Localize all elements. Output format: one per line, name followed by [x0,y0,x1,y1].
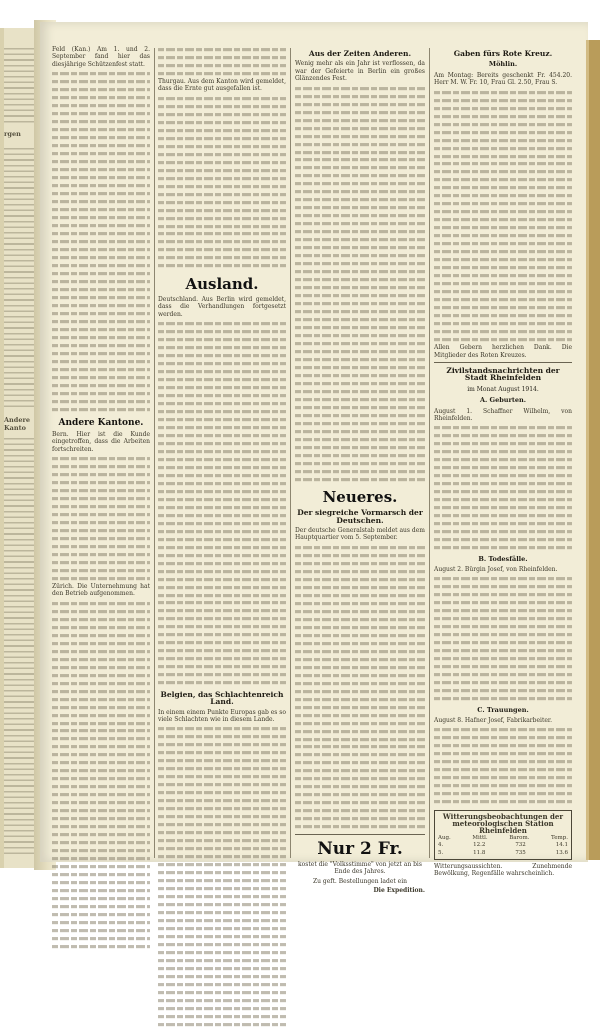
left-page-fragment: rgen [4,130,21,138]
col2-paragraph: Thurgau. Aus dem Kanton wird gemeldet, dass die Ernte gut ausgefallen ist. [158,77,286,93]
col4-heading-sub: im Monat August 1914. [467,385,539,393]
col4-heading: Zivilstandsnachrichten der Stadt Rheinfelden [446,365,560,383]
col1-heading: Andere Kantone. [58,417,144,428]
column-4 [434,46,572,880]
col4-subheading: B. Todesfälle. [478,554,528,563]
col1-intro: Feld (Kan.) Am 1. und 2. September fand hier das diesjährige Schützenfest statt. [52,46,150,68]
col2-heading: Belgien, das Schlachtenreich Land. [160,689,284,707]
weather-table-row: Aug. Mittl. Barom. Temp. [438,834,568,841]
col3-paragraph: Wenig mehr als ein Jahr ist verflossen, da war der Gefeierte in Berlin ein großes Glänzendes Fest. [295,60,425,83]
column-1 [52,46,150,951]
weather-table-row: 5. 11.8 735 13.6 [438,849,568,856]
col4-paragraph: Allen Gebern herzlichen Dank. Die Mitglieder des Roten Kreuzes. [434,344,572,359]
col4-heading: Gaben fürs Rote Kreuz. [453,49,553,58]
col4-paragraph: August 2. Bürgin Josef, von Rheinfelden. [434,565,558,573]
col2-paragraph: In einem einem Punkte Europas gab es so viele Schlachten wie in diesem Lande. [158,708,286,723]
col4-paragraph: Am Montag: Bereits geschenkt Fr. 454.20. Herr M. W. Fr. 10, Frau Gl. 2.50, Frau S. [434,71,572,87]
promo-signature: Die Expedition. [373,886,425,894]
col3-paragraph: Der deutsche Generalstab meldet aus dem Hauptquartier vom 5. September. [295,527,425,542]
book [0,10,600,894]
col4-subheading: A. Geburten. [479,396,527,405]
promo-price: Nur 2 Fr. [317,838,403,859]
weather-table-title: Witterungsbeobachtungen der meteorologischen Station Rheinfelden [442,811,564,836]
newspaper-page [40,22,588,894]
weather-table [434,810,572,860]
book-binding-edge [586,40,600,860]
promo-text: Zu geft. Bestellungen ladet ein [312,877,408,885]
col4-subheading: C. Trauungen. [477,705,529,714]
col4-paragraph: August 1. Schaffner Wilhelm, von Rheinfelden. [434,407,572,422]
col2-paragraph: Deutschland. Aus Berlin wird gemeldet, dass die Verhandlungen fortgesetzt werden. [158,295,286,318]
col4-paragraph: August 8. Hafner Josef, Fabrikarbeiter. [434,716,553,724]
col1-paragraph: Bern. Hier ist die Kunde eingetroffen, dass die Arbeiten fortschreiten. [52,430,150,453]
col3-heading: Aus der Zeiten Anderen. [308,49,412,58]
column-3 [295,46,425,896]
col4-subheading: Möhlin. [488,60,518,69]
column-2 [158,46,286,1029]
col1-paragraph: Zürich. Die Unternehmung hat den Betrieb aufgenommen. [52,582,150,598]
col2-heading: Ausland. [185,274,259,293]
left-page-fragment: Kanto [4,424,26,432]
left-page-fragment: Andere [4,416,31,424]
weather-forecast: Witterungsaussichten. Zunehmende Bewölkung, Regenfälle wahrscheinlich. [434,863,572,878]
weather-table-row: 4. 12.2 732 14.1 [438,842,568,849]
promo-text: kostet die "Volksstimme" von jetzt an bis Ende des Jahres. [298,860,422,876]
col3-subheading: Der siegreiche Vormarsch der Deutschen. [297,508,423,525]
col3-heading: Neueres. [322,488,398,507]
